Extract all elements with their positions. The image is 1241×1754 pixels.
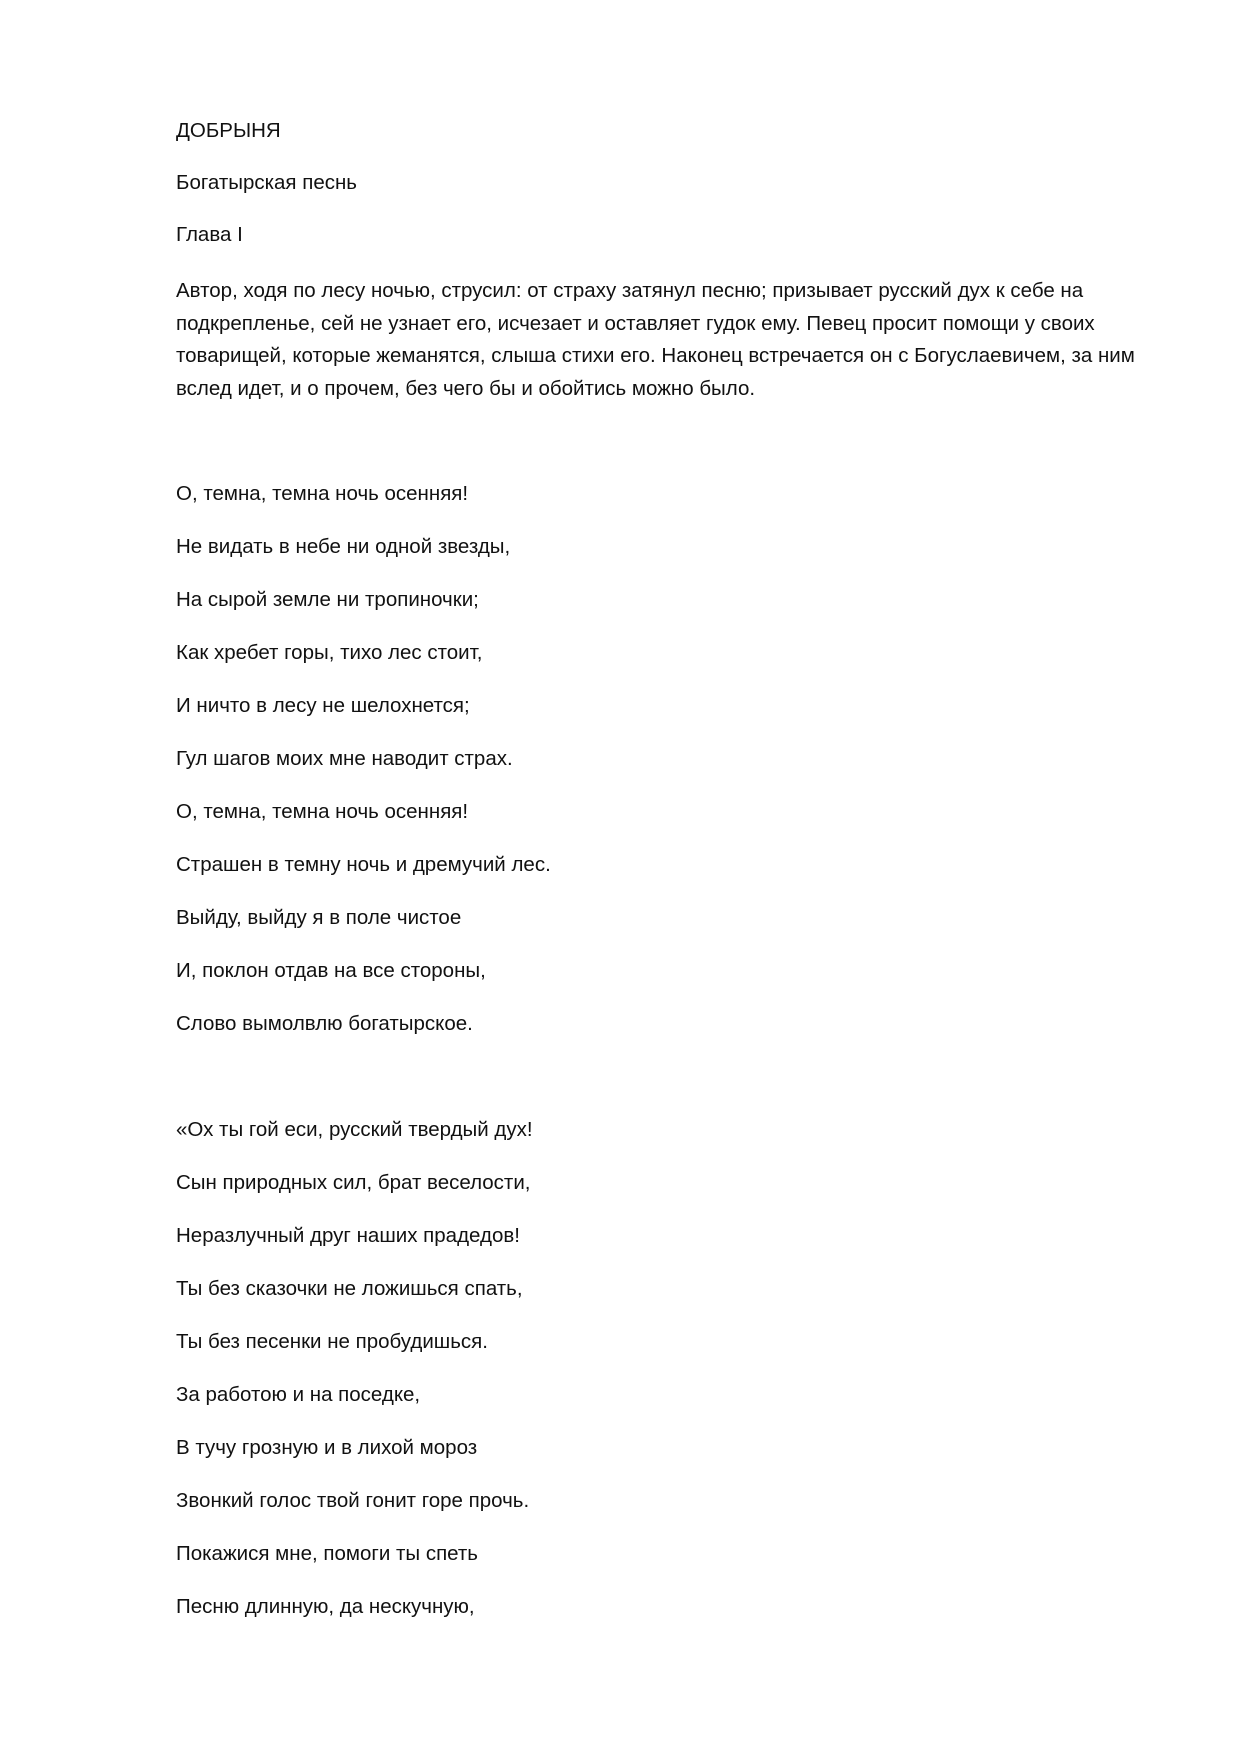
verse-line: Страшен в темну ночь и дремучий лес.: [176, 853, 551, 876]
verse-line: Не видать в небе ни одной звезды,: [176, 535, 511, 558]
verse-line: Песню длинную, да нескучную,: [176, 1595, 475, 1618]
verse-line: Гул шагов моих мне наводит страх.: [176, 747, 513, 770]
verse-line: Ты без сказочки не ложишься спать,: [176, 1277, 523, 1300]
verse-line: В тучу грозную и в лихой мороз: [176, 1436, 478, 1459]
verse-line: Ты без песенки не пробудишься.: [176, 1330, 488, 1353]
verse-line: За работою и на поседке,: [176, 1383, 421, 1406]
spacer: [176, 1065, 1166, 1118]
chapter-heading: Глава I: [176, 223, 243, 246]
verse-line: Сын природных сил, брат веселости,: [176, 1171, 531, 1194]
verse-line: Как хребет горы, тихо лес стоит,: [176, 641, 483, 664]
verse-line: На сырой земле ни тропиночки;: [176, 588, 479, 611]
verse-line: Звонкий голос твой гонит горе прочь.: [176, 1489, 530, 1512]
verse-line: Слово вымолвлю богатырское.: [176, 1012, 473, 1035]
document-title: ДОБРЫНЯ: [176, 119, 281, 142]
verse-line: И ничто в лесу не шелохнется;: [176, 694, 470, 717]
stanza-1: [176, 482, 1166, 1036]
verse-line: И, поклон отдав на все стороны,: [176, 959, 486, 982]
document-page: [176, 119, 1166, 1648]
verse-line: О, темна, темна ночь осенняя!: [176, 800, 469, 823]
verse-line: О, темна, темна ночь осенняя!: [176, 482, 469, 505]
stanza-2: [176, 1118, 1166, 1619]
spacer: [176, 405, 1166, 482]
verse-line: Неразлучный друг наших прадедов!: [176, 1224, 520, 1247]
verse-line: Покажися мне, помоги ты спеть: [176, 1542, 478, 1565]
chapter-summary: Автор, ходя по лесу ночью, струсил: от страху затянул песню; призывает русский дух к себе на подкрепленье, сей не узнает его, исчезает и оставляет гудок ему. Певец просит помощи у своих товарищей, которые жеманятся, слыша стихи его. Наконец встречается он с Богуслаевичем, за ним вслед идет, и о прочем, без чего бы и обойтись можно было.: [176, 279, 1135, 400]
verse-line: Выйду, выйду я в поле чистое: [176, 906, 462, 929]
document-subtitle: Богатырская песнь: [176, 171, 357, 194]
verse-line: «Ох ты гой еси, русский твердый дух!: [176, 1118, 533, 1141]
